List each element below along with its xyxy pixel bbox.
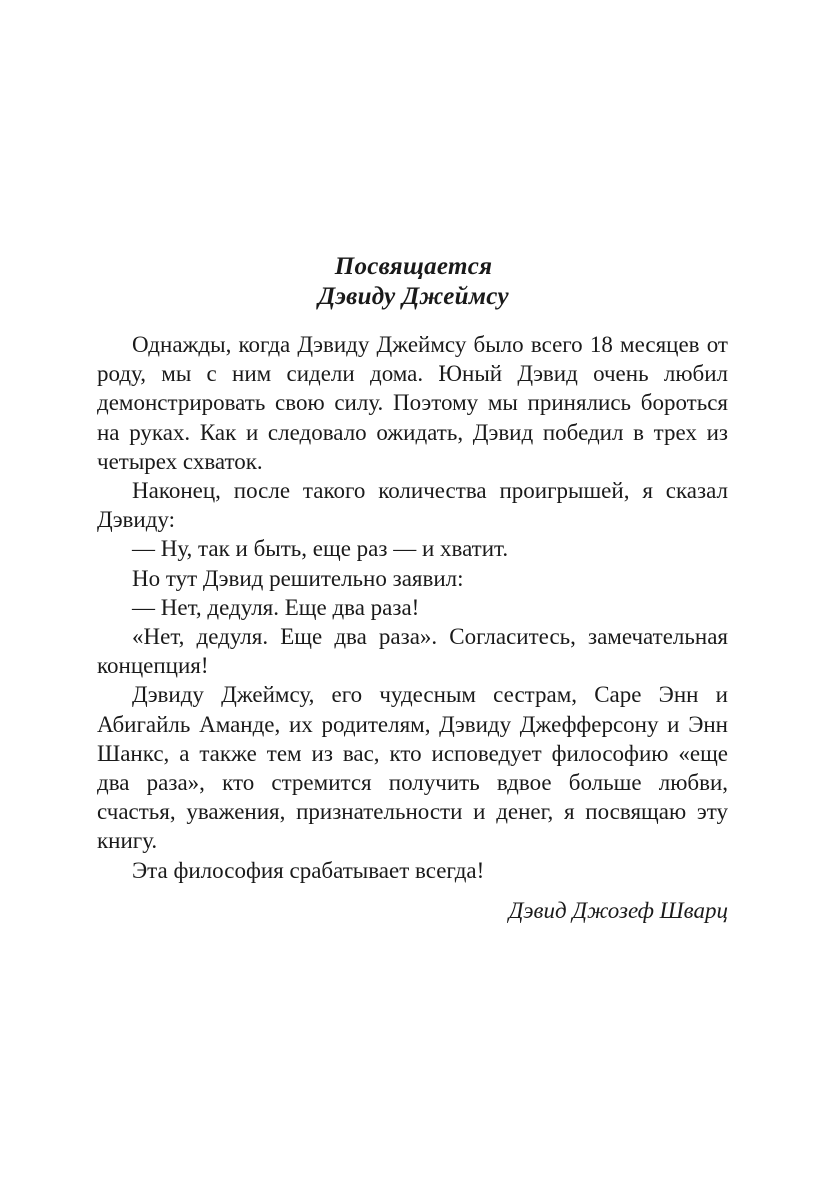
paragraph-after-losses: Наконец, после такого количества проигрышей, я сказал Дэвиду: <box>97 478 728 533</box>
author-signature: Дэвид Джозеф Шварц <box>508 898 728 923</box>
paragraph-dedication: Дэвиду Джеймсу, его чудесным сестрам, Саре Энн и Абигайль Аманде, их родителям, Дэвиду Джефферсону и Энн Шанкс, а также тем из вас, кто исповедует философию «еще два раза», кто стремится получить вдвое больше любви, счастья, уважения, признательности и денег, я посвящаю эту книгу. <box>97 682 728 854</box>
paragraph-concept: «Нет, дедуля. Еще два раза». Согласитесь, замечательная концепция! <box>97 624 728 679</box>
dedication-title-line-1: Посвящается <box>334 253 493 280</box>
dedication-body <box>97 330 728 885</box>
paragraph-dialogue-1: — Ну, так и быть, еще раз — и хватит. <box>132 536 509 562</box>
dedication-heading <box>0 252 827 312</box>
paragraph-david-declared: Но тут Дэвид решительно заявил: <box>132 565 464 591</box>
paragraph-dialogue-2: — Нет, дедуля. Еще два раза! <box>132 594 420 620</box>
paragraph-story-intro: Однажды, когда Дэвиду Джеймсу было всего 18 месяцев от роду, мы с ним сидели дома. Юный Дэвид очень любил демонстрировать свою силу. Поэтому мы принялись бороться на руках. Как и следовало ожидать, Дэвид победил в трех из четырех схваток. <box>97 332 728 474</box>
paragraph-philosophy: Эта философия срабатывает всегда! <box>132 857 485 883</box>
dedication-title-line-2: Дэвиду Джеймсу <box>318 283 509 310</box>
